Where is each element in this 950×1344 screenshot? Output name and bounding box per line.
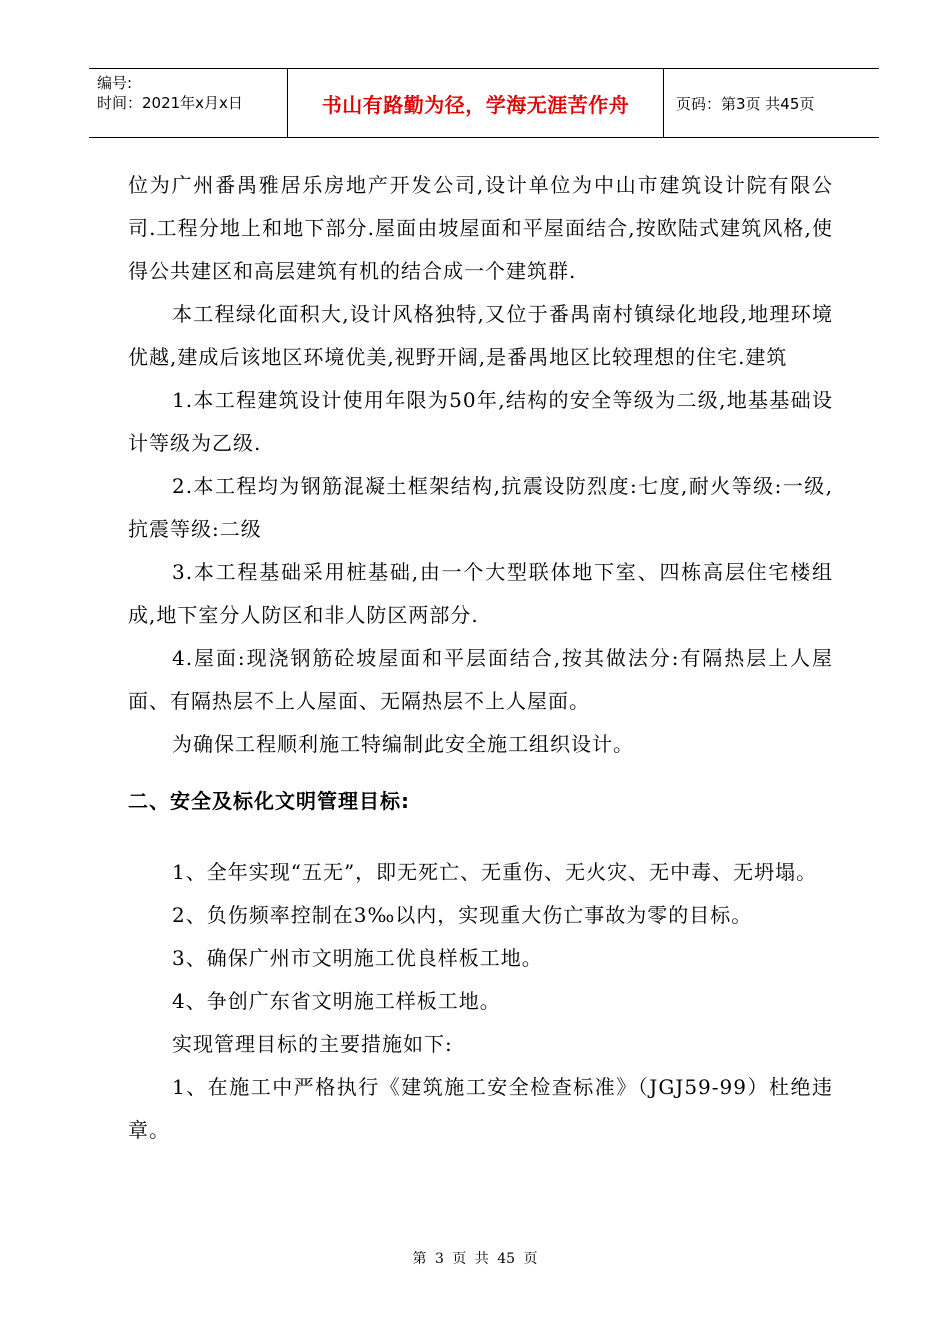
page-header bbox=[89, 68, 879, 138]
document-body bbox=[128, 164, 833, 1152]
paragraph: 1.本工程建筑设计使用年限为50年,结构的安全等级为二级,地基基础设计等级为乙级. bbox=[128, 388, 833, 455]
page-footer: 第 3 页 共 45 页 bbox=[412, 1251, 538, 1267]
header-page-code: 页码：第3页 共45页 bbox=[676, 94, 815, 113]
paragraph: 3.本工程基础采用桩基础,由一个大型联体地下室、四栋高层住宅楼组成,地下室分人防区和非人防区两部分. bbox=[128, 560, 833, 627]
paragraph: 实现管理目标的主要措施如下: bbox=[172, 1032, 453, 1056]
goal-item: 3、确保广州市文明施工优良样板工地。 bbox=[172, 946, 543, 970]
goal-item: 4、争创广东省文明施工样板工地。 bbox=[172, 989, 501, 1013]
header-motto: 书山有路勤为径，学海无涯苦作舟 bbox=[288, 69, 664, 137]
section-heading: 二、安全及标化文明管理目标: bbox=[128, 789, 410, 813]
paragraph: 4.屋面:现浇钢筋砼坡屋面和平层面结合,按其做法分:有隔热层上人屋面、有隔热层不上人屋面、无隔热层不上人屋面。 bbox=[128, 646, 833, 713]
paragraph: 为确保工程顺利施工特编制此安全施工组织设计。 bbox=[172, 732, 634, 756]
paragraph: 位为广州番禺雅居乐房地产开发公司,设计单位为中山市建筑设计院有限公司.工程分地上和地下部分.屋面由坡屋面和平屋面结合,按欧陆式建筑风格,使得公共建区和高层建筑有机的结合成一个建筑群. bbox=[128, 173, 833, 283]
document-number-label: 编号: bbox=[97, 74, 133, 92]
goal-item: 1、全年实现“五无”，即无死亡、无重伤、无火灾、无中毒、无坍塌。 bbox=[172, 860, 818, 884]
paragraph: 2.本工程均为钢筋混凝土框架结构,抗震设防烈度:七度,耐火等级:一级,抗震等级:二级 bbox=[128, 474, 833, 541]
document-time: 时间：2021年x月x日 bbox=[97, 94, 243, 112]
measure-item: 1、在施工中严格执行《建筑施工安全检查标准》（JGJ59-99）杜绝违章。 bbox=[128, 1075, 833, 1142]
header-meta bbox=[89, 69, 288, 137]
goal-item: 2、负伤频率控制在3‰以内，实现重大伤亡事故为零的目标。 bbox=[172, 903, 753, 927]
paragraph: 本工程绿化面积大,设计风格独特,又位于番禺南村镇绿化地段,地理环境优越,建成后该地区环境优美,视野开阔,是番禺地区比较理想的住宅.建筑 bbox=[128, 302, 833, 369]
